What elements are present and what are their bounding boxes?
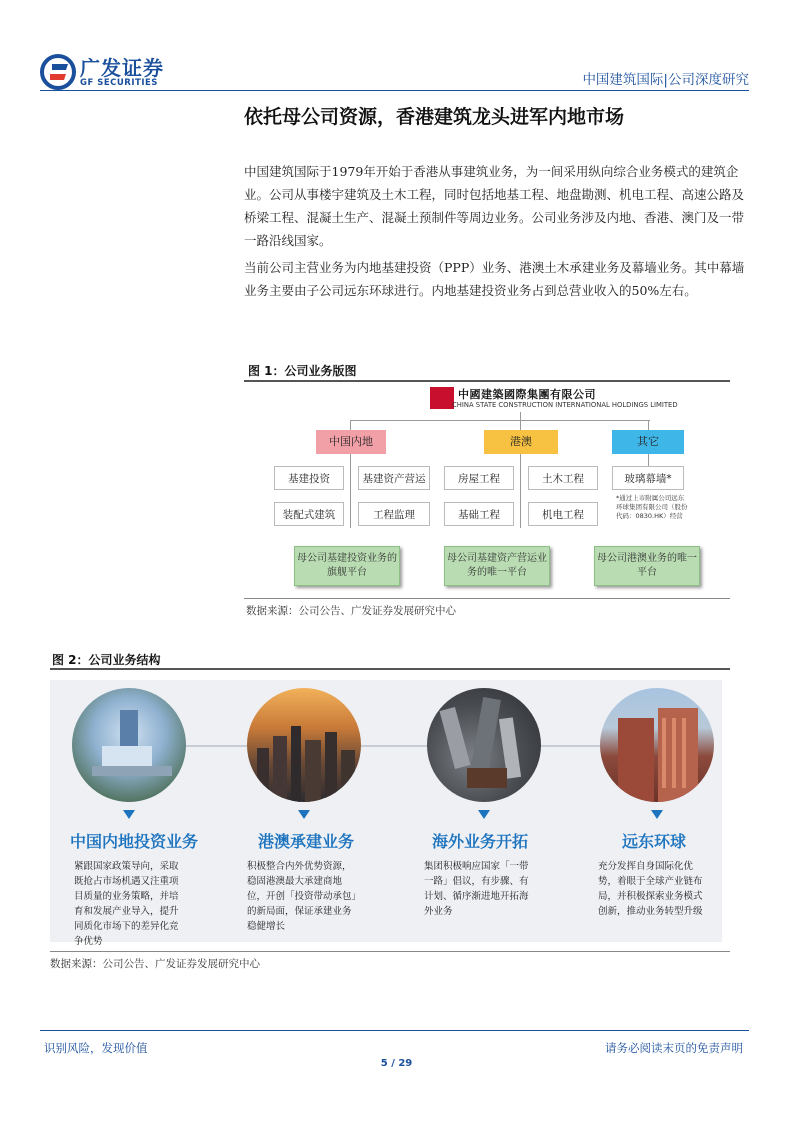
gf-logo-icon: [40, 54, 76, 90]
hkmacau-city-photo: [247, 688, 361, 802]
gf-logo: [40, 50, 180, 90]
page-number: 5 / 29: [380, 1058, 413, 1069]
box-infra-operation: 基建资产营运: [358, 466, 430, 490]
segment-other: [612, 430, 684, 454]
footer-slogan: 识别风险，发现价值: [44, 1041, 148, 1055]
far-east-building-photo: [600, 688, 714, 802]
biz-desc-mainland: 紧跟国家政策导向，采取既抢占市场机遇又注重项目质量的业务策略，并培育和发展产业导入，提升同质化市场下的差异化竞争优势: [74, 861, 179, 947]
connector: [520, 420, 521, 430]
biz-title-mainland: 中国内地投资业务: [70, 832, 199, 851]
curtain-wall-note: *通过上市附属公司远东环球集团有限公司（股份代码：0830.HK）经营: [616, 494, 688, 520]
logo-text-cn: 广发证券: [80, 56, 164, 80]
org-name-cn: 中國建築國際集團有限公司: [458, 388, 596, 401]
platform-operation: 母公司基建资产营运业务的唯一平台: [444, 546, 550, 586]
figure1-top-rule: [244, 380, 730, 382]
figure2-top-rule: [50, 668, 730, 670]
paragraph-1: 中国建筑国际于1979年开始于香港从事建筑业务，为一间采用纵向综合业务模式的建筑企业。公司从事楼宇建筑及土木工程，同时包括地基工程、地盘勘测、机电工程、高速公路及桥梁工程、混凝土生产、混凝土预制件等周边业务。公司业务涉及内地、香港、澳门及一带一路沿线国家。: [244, 164, 745, 248]
segment-hkmacau: [484, 430, 558, 454]
figure1-title: 图 1：公司业务版图: [248, 364, 357, 378]
figure2-bottom-rule: [50, 951, 730, 952]
footer-divider: [40, 1030, 749, 1031]
csci-logo-icon: [430, 387, 454, 409]
box-infra-investment: 基建投资: [274, 466, 344, 490]
timeline-line: [130, 745, 650, 747]
box-prefab-building: 装配式建筑: [274, 502, 344, 526]
figure2-source: 数据来源：公司公告、广发证券发展研究中心: [50, 958, 260, 970]
segment-label: 港澳: [510, 435, 532, 448]
platform-mainland: 母公司基建投资业务的旗舰平台: [294, 546, 400, 586]
footer-disclaimer: 请务必阅读末页的免责声明: [605, 1041, 743, 1055]
header-divider: [40, 90, 749, 91]
connector: [350, 420, 351, 430]
connector: [350, 420, 650, 421]
logo-text-en: GF SECURITIES: [80, 78, 158, 88]
box-foundation-works: 基础工程: [444, 502, 514, 526]
segment-label: 中国内地: [329, 435, 373, 448]
org-name-en: CHINA STATE CONSTRUCTION INTERNATIONAL HOLDINGS LIMITED: [452, 401, 678, 409]
arrow-down-icon: [298, 810, 310, 819]
overseas-city-photo: [427, 688, 541, 802]
connector: [648, 420, 649, 430]
paragraph-2: 当前公司主营业务为内地基建投资（PPP）业务、港澳土木承建业务及幕墙业务。其中幕墙业务主要由子公司远东环球进行。内地基建投资业务占到总营业收入的50%左右。: [244, 260, 745, 298]
biz-desc-hkmacau: 积极整合内外优势资源，稳固港澳最大承建商地位，开创「投资带动承包」的新局面，保证承建业务稳健增长: [247, 861, 357, 932]
box-curtain-wall: 玻璃幕墙*: [612, 466, 684, 490]
connector: [350, 454, 351, 528]
arrow-down-icon: [123, 810, 135, 819]
biz-title-hkmacau: 港澳承建业务: [258, 832, 355, 851]
arrow-down-icon: [651, 810, 663, 819]
biz-title-overseas: 海外业务开拓: [432, 832, 529, 851]
figure1-bottom-rule: [244, 598, 730, 599]
figure2-title: 图 2：公司业务结构: [52, 653, 161, 667]
segment-label: 其它: [637, 435, 659, 448]
box-mep-works: 机电工程: [528, 502, 598, 526]
section-title: 依托母公司资源，香港建筑龙头进军内地市场: [244, 106, 625, 128]
box-building-works: 房屋工程: [444, 466, 514, 490]
box-supervision: 工程监理: [358, 502, 430, 526]
figure1-source: 数据来源：公司公告、广发证券发展研究中心: [246, 605, 456, 617]
biz-title-far-east: 远东环球: [622, 832, 687, 851]
report-label: 中国建筑国际|公司深度研究: [582, 72, 749, 88]
arrow-down-icon: [478, 810, 490, 819]
connector: [520, 412, 521, 420]
connector: [520, 454, 521, 528]
box-civil-works: 土木工程: [528, 466, 598, 490]
biz-desc-far-east: 充分发挥自身国际化优势，着眼于全球产业链布局，并积极探索业务模式创新，推动业务转型升级: [598, 861, 703, 917]
biz-desc-overseas: 集团积极响应国家「一带一路」倡议，有步骤、有计划、循序渐进地开拓海外业务: [424, 861, 529, 917]
connector: [648, 454, 649, 466]
mainland-investment-photo: [72, 688, 186, 802]
segment-mainland: [316, 430, 386, 454]
platform-hkmacau: 母公司港澳业务的唯一平台: [594, 546, 700, 586]
